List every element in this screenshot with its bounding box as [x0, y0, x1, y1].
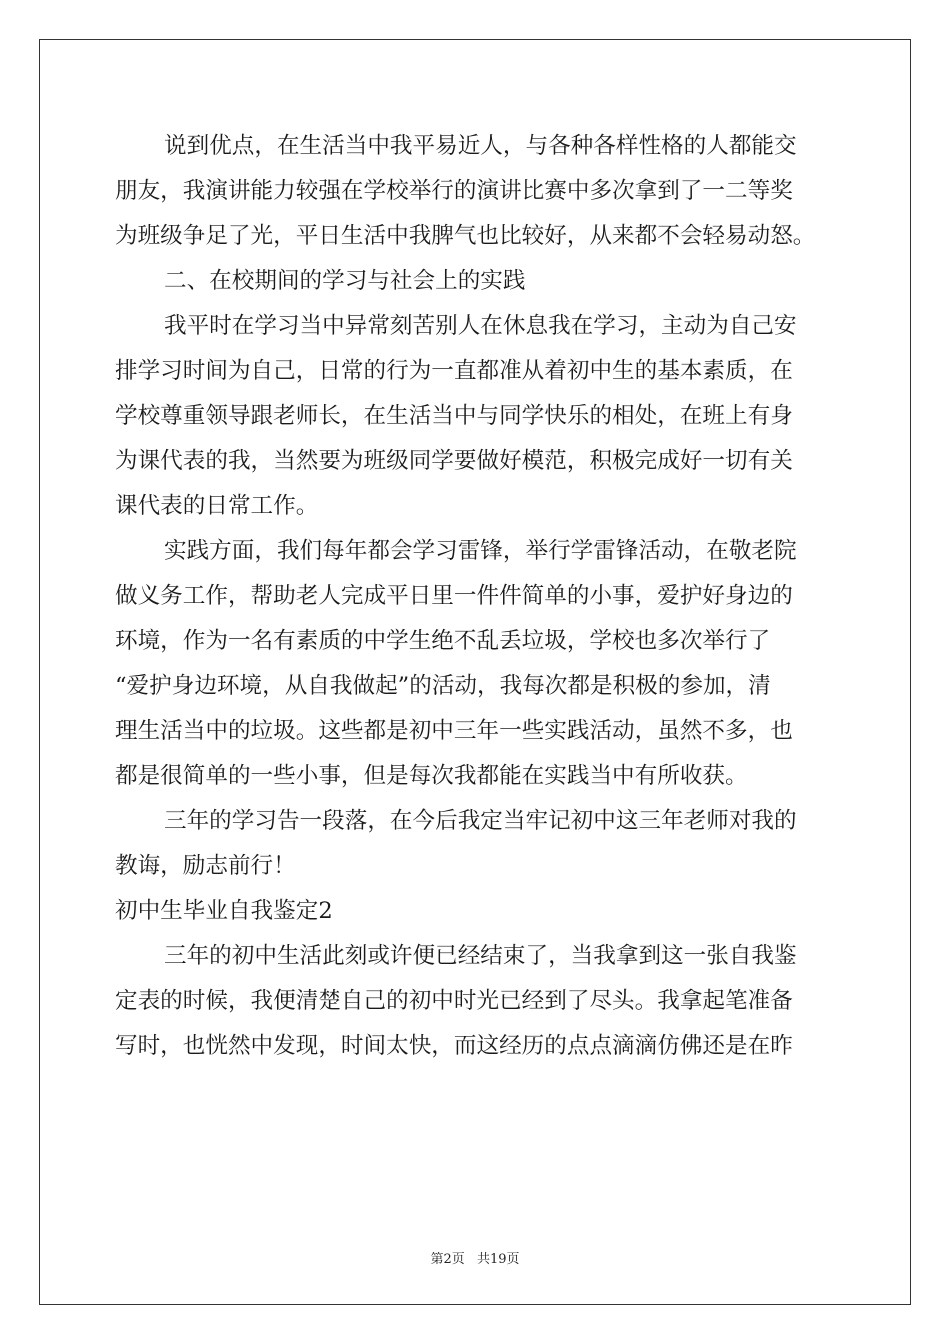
- page-footer: [0, 1248, 950, 1267]
- text-line: 排学习时间为自己，日常的行为一直都准从着初中生的基本素质，在: [115, 358, 793, 384]
- text-line: 做义务工作，帮助老人完成平日里一件件简单的小事，爱护好身边的: [115, 583, 793, 609]
- text-line: “爱护身边环境，从自我做起”的活动，我每次都是积极的参加，清: [115, 673, 771, 699]
- text-line: 三年的初中生活此刻或许便已经结束了，当我拿到这一张自我鉴: [164, 943, 797, 969]
- text-line: 写时，也恍然中发现，时间太快，而这经历的点点滴滴仿佛还是在昨: [115, 1033, 793, 1059]
- text-line: 教诲，励志前行！: [115, 853, 296, 879]
- text-line: 三年的学习告一段落，在今后我定当牢记初中这三年老师对我的: [164, 808, 797, 834]
- page-number: 第2页: [430, 1252, 465, 1267]
- text-line: 都是很简单的一些小事，但是每次我都能在实践当中有所收获。: [115, 763, 748, 789]
- text-line: 说到优点，在生活当中我平易近人，与各种各样性格的人都能交: [164, 133, 797, 159]
- text-line: 课代表的日常工作。: [115, 493, 319, 519]
- page-total: 共19页: [476, 1252, 520, 1267]
- text-line: 为班级争足了光，平日生活中我脾气也比较好，从来都不会轻易动怒。: [115, 223, 816, 249]
- text-line: 理生活当中的垃圾。这些都是初中三年一些实践活动，虽然不多，也: [115, 718, 793, 744]
- text-line: 我平时在学习当中异常刻苦别人在休息我在学习，主动为自己安: [164, 313, 797, 339]
- section-title: 初中生毕业自我鉴定2: [115, 898, 333, 924]
- text-line: 为课代表的我，当然要为班级同学要做好模范，积极完成好一切有关: [115, 448, 793, 474]
- text-line: 实践方面，我们每年都会学习雷锋，举行学雷锋活动，在敬老院: [164, 538, 797, 564]
- text-line: 学校尊重领导跟老师长，在生活当中与同学快乐的相处，在班上有身: [115, 403, 793, 429]
- text-line: 朋友，我演讲能力较强在学校举行的演讲比赛中多次拿到了一二等奖: [115, 178, 793, 204]
- text-line: 环境，作为一名有素质的中学生绝不乱丢垃圾，学校也多次举行了: [115, 628, 771, 654]
- section-heading: 二、在校期间的学习与社会上的实践: [164, 268, 526, 294]
- text-line: 定表的时候，我便清楚自己的初中时光已经到了尽头。我拿起笔准备: [115, 988, 793, 1014]
